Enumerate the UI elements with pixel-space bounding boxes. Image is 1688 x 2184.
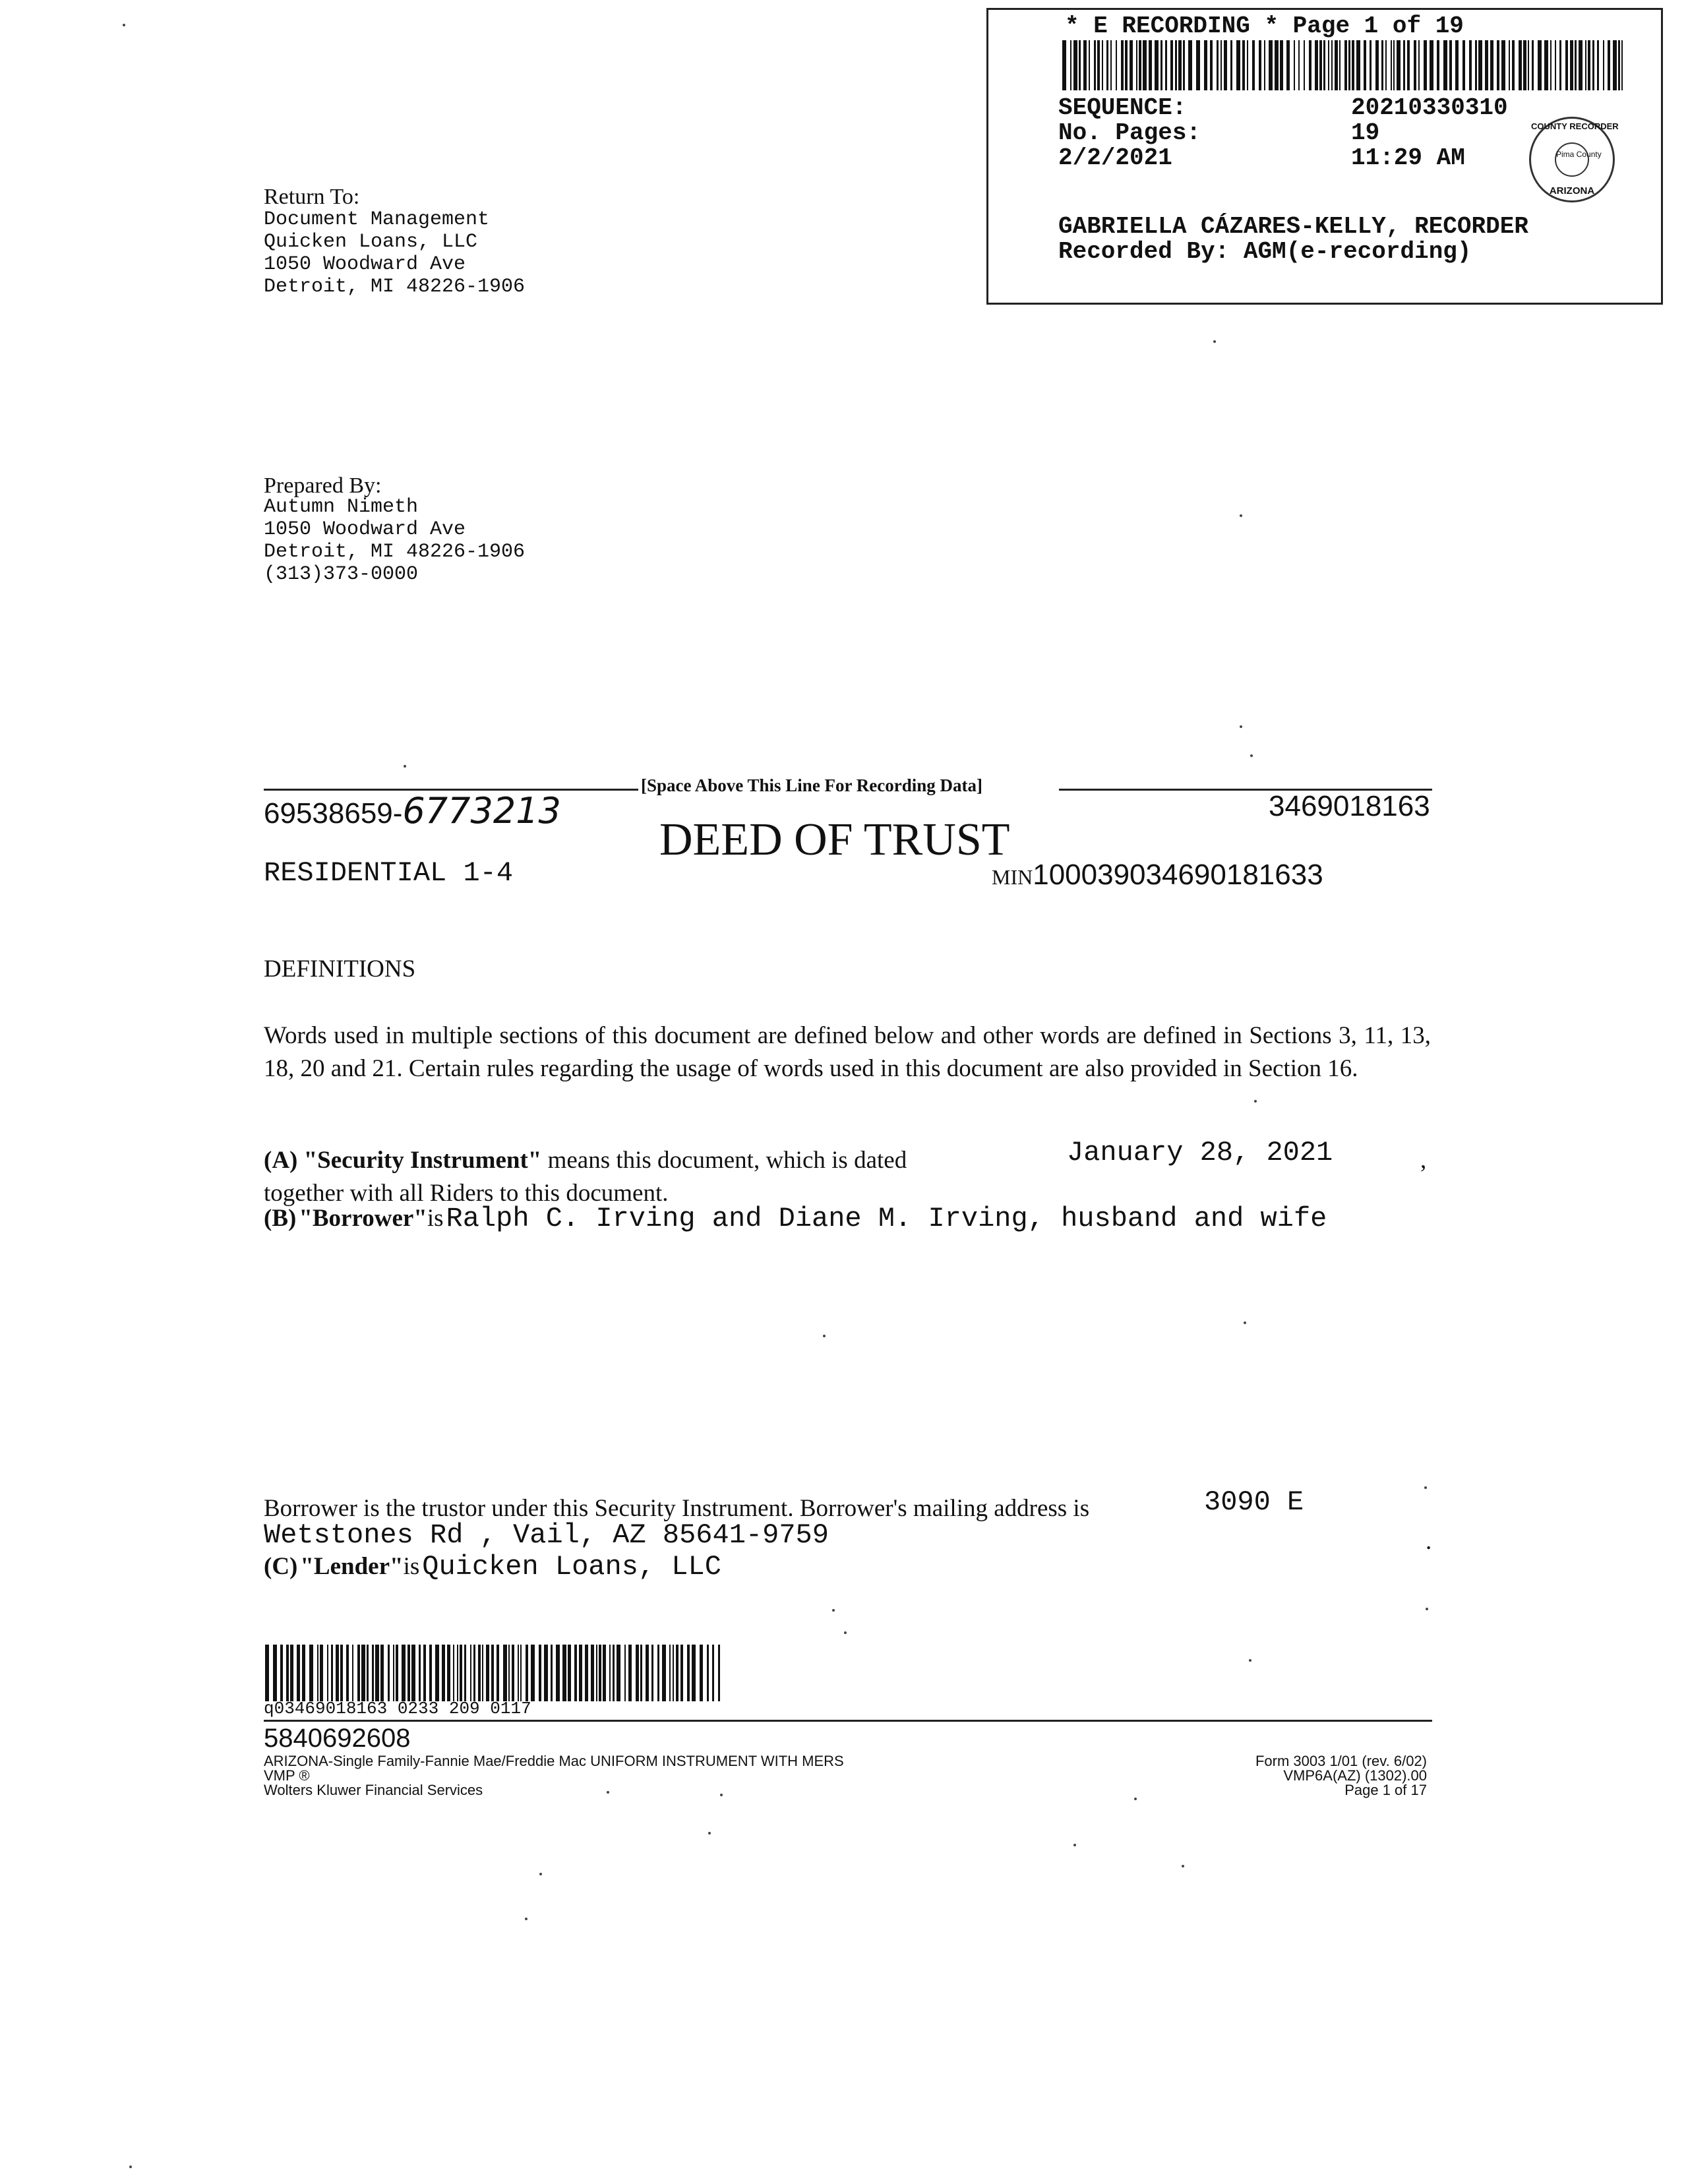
barcode-bar bbox=[562, 1645, 566, 1701]
barcode-bar bbox=[478, 1645, 481, 1701]
barcode-bar bbox=[599, 1645, 601, 1701]
prepared-by-line: 1050 Woodward Ave bbox=[264, 518, 466, 541]
return-to-heading: Return To: bbox=[264, 185, 360, 209]
barcode-bar bbox=[707, 1645, 709, 1701]
space-above-label: [Space Above This Line For Recording Data] bbox=[641, 775, 983, 795]
footer-rule bbox=[264, 1720, 1432, 1722]
recording-barcode bbox=[1062, 40, 1623, 90]
barcode-bar bbox=[407, 1645, 410, 1701]
barcode-bar bbox=[302, 1645, 305, 1701]
lender-name: Quicken Loans, LLC bbox=[422, 1551, 721, 1583]
barcode-bar bbox=[1575, 40, 1577, 90]
barcode-bar bbox=[1555, 40, 1556, 90]
form-number: Form 3003 1/01 (rev. 6/02) bbox=[1255, 1753, 1427, 1769]
barcode-bar bbox=[1097, 40, 1100, 90]
stamp-date: 2/2/2021 bbox=[1058, 144, 1172, 171]
seal-top-text: COUNTY RECORDER bbox=[1531, 121, 1619, 131]
stamp-recorded-by: Recorded By: AGM(e-recording) bbox=[1058, 238, 1472, 265]
barcode-bar bbox=[331, 1645, 333, 1701]
barcode-bar bbox=[687, 1645, 690, 1701]
barcode-bar bbox=[651, 1645, 653, 1701]
barcode-bar bbox=[486, 1645, 489, 1701]
barcode-bar bbox=[1304, 40, 1305, 90]
barcode-bar bbox=[579, 1645, 582, 1701]
barcode-bar bbox=[1597, 40, 1599, 90]
return-to-line: 1050 Woodward Ave bbox=[264, 253, 466, 276]
barcode-bar bbox=[544, 1645, 548, 1701]
barcode-bar bbox=[609, 1645, 611, 1701]
prepared-by-line: Autumn Nimeth bbox=[264, 496, 419, 518]
barcode-bar bbox=[508, 1645, 510, 1701]
barcode-bar bbox=[1497, 40, 1499, 90]
barcode-bar bbox=[1217, 40, 1219, 90]
barcode-bar bbox=[1585, 40, 1586, 90]
barcode-bar bbox=[470, 1645, 471, 1701]
barcode-bar bbox=[1381, 40, 1383, 90]
barcode-bar bbox=[336, 1645, 339, 1701]
barcode-bar bbox=[596, 1645, 597, 1701]
barcode-bar bbox=[442, 1645, 445, 1701]
vmp-mark: VMP ® bbox=[264, 1767, 310, 1784]
scan-speck bbox=[1424, 1486, 1427, 1489]
barcode-bar bbox=[512, 1645, 514, 1701]
barcode-bar bbox=[1403, 40, 1405, 90]
barcode-bar bbox=[464, 1645, 466, 1701]
barcode-bar bbox=[518, 1645, 519, 1701]
barcode-bar bbox=[435, 1645, 439, 1701]
scan-speck bbox=[129, 2166, 132, 2168]
stamp-recorder: GABRIELLA CÁZARES-KELLY, RECORDER bbox=[1058, 213, 1528, 240]
barcode-bar bbox=[520, 1645, 522, 1701]
scan-speck bbox=[123, 24, 125, 26]
barcode-bar bbox=[346, 1645, 349, 1701]
scan-speck bbox=[832, 1609, 835, 1612]
definition-c-label: (C) bbox=[264, 1553, 298, 1580]
scan-speck bbox=[607, 1791, 609, 1794]
barcode-bar bbox=[352, 1645, 353, 1701]
barcode-bar bbox=[453, 1645, 454, 1701]
barcode-bar bbox=[429, 1645, 432, 1701]
barcode-bar bbox=[1393, 40, 1395, 90]
scan-speck bbox=[1182, 1865, 1184, 1867]
barcode-bar bbox=[1155, 40, 1159, 90]
barcode-bar bbox=[1364, 40, 1366, 90]
stamp-sequence-label: SEQUENCE: bbox=[1058, 94, 1187, 121]
address-trailing-period: . bbox=[1426, 1528, 1432, 1555]
barcode-bar bbox=[1079, 40, 1081, 90]
barcode-bar bbox=[1125, 40, 1128, 90]
barcode-bar bbox=[419, 1645, 421, 1701]
barcode-bar bbox=[1478, 40, 1482, 90]
barcode-bar bbox=[1294, 40, 1295, 90]
barcode-bar bbox=[568, 1645, 571, 1701]
barcode-bar bbox=[361, 1645, 365, 1701]
prepared-by-heading: Prepared By: bbox=[264, 473, 382, 498]
barcode-bar bbox=[1613, 40, 1617, 90]
barcode-bar bbox=[1178, 40, 1182, 90]
barcode-bar bbox=[1462, 40, 1465, 90]
barcode-bar bbox=[1175, 40, 1177, 90]
barcode-bar bbox=[1188, 40, 1192, 90]
barcode-bar bbox=[423, 1645, 426, 1701]
barcode-bar bbox=[411, 1645, 415, 1701]
barcode-bar bbox=[1139, 40, 1141, 90]
barcode-bar bbox=[1259, 40, 1261, 90]
barcode-bar bbox=[280, 1645, 283, 1701]
definition-a-term: "Security Instrument" bbox=[303, 1147, 542, 1174]
barcode-bar bbox=[1331, 40, 1333, 90]
barcode-bar bbox=[1449, 40, 1452, 90]
definition-a-continued: together with all Riders to this document. bbox=[264, 1180, 669, 1207]
barcode-bar bbox=[1264, 40, 1265, 90]
barcode-bar bbox=[1116, 40, 1117, 90]
barcode-bar bbox=[1523, 40, 1526, 90]
barcode-bar bbox=[460, 1645, 462, 1701]
handwritten-loan-number: 6773213 bbox=[402, 790, 561, 832]
scan-speck bbox=[1249, 1659, 1251, 1662]
scan-speck bbox=[1244, 1321, 1246, 1324]
return-to-line: Detroit, MI 48226-1906 bbox=[264, 276, 526, 298]
seal-center-text: Pima County bbox=[1555, 142, 1589, 177]
barcode-bar bbox=[1430, 40, 1433, 90]
barcode-bar bbox=[1344, 40, 1347, 90]
barcode-bar bbox=[1469, 40, 1472, 90]
stamp-time: 11:29 AM bbox=[1351, 144, 1465, 171]
barcode-bar bbox=[526, 1645, 528, 1701]
barcode-bar bbox=[1608, 40, 1610, 90]
scan-speck bbox=[1250, 754, 1253, 757]
barcode-bar bbox=[1136, 40, 1137, 90]
barcode-bar bbox=[1323, 40, 1325, 90]
barcode-bar bbox=[1242, 40, 1245, 90]
barcode-bar bbox=[1328, 40, 1329, 90]
definition-b bbox=[264, 1203, 1327, 1234]
barcode-bar bbox=[1252, 40, 1255, 90]
barcode-bar bbox=[1165, 40, 1167, 90]
barcode-bar bbox=[1414, 40, 1416, 90]
barcode-bar bbox=[372, 1645, 374, 1701]
barcode-bar bbox=[1221, 40, 1222, 90]
barcode-bar bbox=[1170, 40, 1173, 90]
barcode-bar bbox=[617, 1645, 620, 1701]
barcode-bar bbox=[286, 1645, 289, 1701]
barcode-bar bbox=[1230, 40, 1232, 90]
barcode-bar bbox=[402, 1645, 406, 1701]
barcode-bar bbox=[1370, 40, 1372, 90]
county-recorder-seal bbox=[1529, 117, 1619, 202]
barcode-bar bbox=[396, 1645, 398, 1701]
barcode-bar bbox=[700, 1645, 703, 1701]
barcode-bar bbox=[1073, 40, 1077, 90]
barcode-bar bbox=[265, 1645, 269, 1701]
barcode-bar bbox=[1443, 40, 1447, 90]
barcode-bar bbox=[1348, 40, 1350, 90]
barcode-bar bbox=[1309, 40, 1311, 90]
seal-bottom-text: ARIZONA bbox=[1549, 185, 1595, 197]
barcode-bar bbox=[482, 1645, 483, 1701]
barcode-bar bbox=[327, 1645, 328, 1701]
document-barcode bbox=[265, 1645, 720, 1701]
barcode-bar bbox=[1110, 40, 1112, 90]
definition-a-text: means this document, which is dated bbox=[547, 1147, 907, 1174]
barcode-bar bbox=[1335, 40, 1338, 90]
stamp-sequence-value: 20210330310 bbox=[1351, 94, 1508, 121]
barcode-bar bbox=[574, 1645, 577, 1701]
form-description: ARIZONA-Single Family-Fannie Mae/Freddie Mac UNIFORM INSTRUMENT WITH MERS bbox=[264, 1753, 844, 1769]
barcode-bar bbox=[1588, 40, 1590, 90]
definition-b-is: is bbox=[427, 1205, 444, 1232]
loan-number-right: 3469018163 bbox=[1269, 790, 1430, 822]
security-instrument-date: January 28, 2021 bbox=[1067, 1137, 1333, 1168]
min-value: 100039034690181633 bbox=[1033, 859, 1323, 891]
barcode-bar bbox=[1160, 40, 1162, 90]
barcode-bar bbox=[1391, 40, 1392, 90]
barcode-bar bbox=[1204, 40, 1207, 90]
barcode-bar bbox=[1424, 40, 1427, 90]
prepared-by-line: (313)373-0000 bbox=[264, 563, 419, 586]
barcode-bar bbox=[531, 1645, 535, 1701]
loan-number-typed: 69538659- bbox=[264, 797, 403, 830]
barcode-bar bbox=[1352, 40, 1354, 90]
barcode-bar bbox=[1565, 40, 1568, 90]
barcode-bar bbox=[613, 1645, 615, 1701]
barcode-bar bbox=[1485, 40, 1488, 90]
barcode-bar bbox=[317, 1645, 318, 1701]
barcode-bar bbox=[1149, 40, 1152, 90]
barcode-bar bbox=[712, 1645, 714, 1701]
page-number: Page 1 of 17 bbox=[1344, 1782, 1427, 1798]
barcode-bar bbox=[585, 1645, 588, 1701]
barcode-bar bbox=[1319, 40, 1322, 90]
scan-speck bbox=[1426, 1608, 1428, 1610]
barcode-bar bbox=[1621, 40, 1623, 90]
barcode-bar bbox=[1385, 40, 1387, 90]
loan-reference bbox=[264, 790, 561, 832]
barcode-bar bbox=[1490, 40, 1493, 90]
barcode-bar bbox=[380, 1645, 384, 1701]
barcode-bar bbox=[1603, 40, 1604, 90]
date-trailing-comma: , bbox=[1420, 1147, 1427, 1174]
scan-speck bbox=[1240, 514, 1242, 517]
definition-a bbox=[264, 1146, 907, 1174]
min-number bbox=[992, 859, 1323, 892]
definition-b-label: (B) bbox=[264, 1205, 297, 1232]
scan-speck bbox=[1134, 1798, 1137, 1800]
barcode-bar bbox=[273, 1645, 277, 1701]
barcode-bar bbox=[491, 1645, 494, 1701]
barcode-bar bbox=[640, 1645, 642, 1701]
scan-speck bbox=[525, 1918, 528, 1920]
prepared-by-block bbox=[264, 473, 526, 586]
barcode-bar bbox=[1315, 40, 1318, 90]
barcode-bar bbox=[1475, 40, 1477, 90]
barcode-bar bbox=[1418, 40, 1420, 90]
barcode-bar bbox=[1247, 40, 1248, 90]
return-to-block bbox=[264, 186, 525, 298]
scan-speck bbox=[1240, 725, 1242, 728]
barcode-bar bbox=[393, 1645, 394, 1701]
barcode-bar bbox=[1538, 40, 1542, 90]
document-title: DEED OF TRUST bbox=[659, 814, 1010, 865]
barcode-bar bbox=[457, 1645, 458, 1701]
barcode-bar bbox=[375, 1645, 379, 1701]
barcode-bar bbox=[290, 1645, 293, 1701]
barcode-bar bbox=[1286, 40, 1290, 90]
barcode-bar bbox=[497, 1645, 499, 1701]
borrower-names: Ralph C. Irving and Diane M. Irving, husband and wife bbox=[446, 1203, 1327, 1234]
barcode-bar bbox=[1509, 40, 1510, 90]
barcode-bar bbox=[1210, 40, 1213, 90]
barcode-bar bbox=[1592, 40, 1594, 90]
definition-a-label: (A) bbox=[264, 1147, 298, 1174]
recording-stamp bbox=[986, 8, 1663, 305]
scan-speck bbox=[844, 1631, 847, 1634]
barcode-bar bbox=[657, 1645, 659, 1701]
barcode-bar bbox=[624, 1645, 626, 1701]
scan-speck bbox=[1213, 340, 1216, 343]
scan-speck bbox=[708, 1832, 711, 1835]
prepared-by-line: Detroit, MI 48226-1906 bbox=[264, 541, 526, 563]
barcode-bar bbox=[320, 1645, 323, 1701]
barcode-bar bbox=[673, 1645, 674, 1701]
barcode-bar bbox=[297, 1645, 300, 1701]
definition-b-term: "Borrower" bbox=[299, 1205, 427, 1232]
barcode-bar bbox=[357, 1645, 360, 1701]
barcode-bar bbox=[1143, 40, 1147, 90]
barcode-bar bbox=[1121, 40, 1124, 90]
barcode-bar bbox=[1106, 40, 1108, 90]
barcode-bar bbox=[1130, 40, 1133, 90]
barcode-bar bbox=[309, 1645, 313, 1701]
barcode-bar bbox=[1407, 40, 1410, 90]
mailing-address-line2: Wetstones Rd , Vail, AZ 85641-9759 bbox=[264, 1519, 829, 1551]
barcode-bar bbox=[473, 1645, 475, 1701]
barcode-bar bbox=[692, 1645, 696, 1701]
barcode-bar bbox=[1528, 40, 1529, 90]
barcode-bar bbox=[1298, 40, 1300, 90]
barcode-bar bbox=[591, 1645, 594, 1701]
barcode-bar bbox=[1275, 40, 1279, 90]
barcode-bar bbox=[1437, 40, 1439, 90]
barcode-bar bbox=[556, 1645, 560, 1701]
barcode-bar bbox=[1196, 40, 1200, 90]
barcode-bar bbox=[1397, 40, 1401, 90]
barcode-bar bbox=[1544, 40, 1548, 90]
barcode-bar bbox=[1532, 40, 1534, 90]
stamp-header: * E RECORDING * Page 1 of 19 bbox=[1065, 13, 1464, 40]
barcode-bar bbox=[388, 1645, 390, 1701]
barcode-bar bbox=[1062, 40, 1066, 90]
publisher: Wolters Kluwer Financial Services bbox=[264, 1782, 483, 1798]
scan-speck bbox=[539, 1873, 542, 1875]
stamp-pages-label: No. Pages: bbox=[1058, 119, 1201, 146]
barcode-bar bbox=[551, 1645, 553, 1701]
barcode-bar bbox=[1501, 40, 1505, 90]
barcode-bar bbox=[1519, 40, 1522, 90]
min-label: MIN bbox=[992, 865, 1033, 889]
barcode-text: q03469018163 0233 209 0117 bbox=[264, 1699, 531, 1718]
barcode-bar bbox=[1269, 40, 1273, 90]
return-to-line: Document Management bbox=[264, 208, 490, 231]
definition-c bbox=[264, 1551, 721, 1583]
scan-speck bbox=[404, 765, 406, 768]
residential-type: RESIDENTIAL 1-4 bbox=[264, 857, 514, 889]
barcode-bar bbox=[1224, 40, 1227, 90]
barcode-bar bbox=[1094, 40, 1096, 90]
mailing-address-line1: 3090 E bbox=[1204, 1486, 1304, 1518]
barcode-bar bbox=[680, 1645, 683, 1701]
definition-c-is: is bbox=[403, 1553, 420, 1580]
barcode-bar bbox=[1070, 40, 1071, 90]
barcode-bar bbox=[1083, 40, 1087, 90]
loan-number-footer: 5840692608 bbox=[264, 1724, 411, 1753]
definitions-heading: DEFINITIONS bbox=[264, 956, 416, 983]
barcode-bar bbox=[1375, 40, 1379, 90]
barcode-bar bbox=[1512, 40, 1515, 90]
barcode-bar bbox=[1570, 40, 1573, 90]
barcode-bar bbox=[1102, 40, 1103, 90]
barcode-bar bbox=[636, 1645, 639, 1701]
barcode-bar bbox=[1089, 40, 1090, 90]
barcode-bar bbox=[646, 1645, 649, 1701]
barcode-bar bbox=[1559, 40, 1561, 90]
barcode-bar bbox=[1579, 40, 1582, 90]
barcode-bar bbox=[1280, 40, 1283, 90]
barcode-bar bbox=[539, 1645, 541, 1701]
barcode-bar bbox=[676, 1645, 678, 1701]
trustor-statement: Borrower is the trustor under this Security Instrument. Borrower's mailing address is bbox=[264, 1495, 1090, 1522]
barcode-bar bbox=[603, 1645, 606, 1701]
barcode-bar bbox=[718, 1645, 720, 1701]
scan-speck bbox=[823, 1335, 826, 1337]
definitions-intro: Words used in multiple sections of this document are defined below and other words are defined in Sections 3, 11, 13, 18, 20 and 21. Certain rules regarding the usage of words used in this document are also provided in Section 16. bbox=[264, 1022, 1431, 1082]
barcode-bar bbox=[340, 1645, 343, 1701]
stamp-pages-value: 19 bbox=[1351, 119, 1380, 146]
barcode-bar bbox=[1236, 40, 1240, 90]
barcode-bar bbox=[1339, 40, 1341, 90]
barcode-bar bbox=[447, 1645, 450, 1701]
barcode-bar bbox=[1618, 40, 1620, 90]
barcode-bar bbox=[1356, 40, 1360, 90]
scan-speck bbox=[1254, 1100, 1257, 1103]
barcode-bar bbox=[628, 1645, 632, 1701]
barcode-bar bbox=[1183, 40, 1185, 90]
definition-c-term: "Lender" bbox=[300, 1553, 404, 1580]
barcode-bar bbox=[662, 1645, 666, 1701]
barcode-bar bbox=[1455, 40, 1459, 90]
vmp-code: VMP6A(AZ) (1302).00 bbox=[1283, 1767, 1427, 1784]
barcode-bar bbox=[669, 1645, 671, 1701]
barcode-bar bbox=[367, 1645, 369, 1701]
barcode-bar bbox=[503, 1645, 507, 1701]
return-to-line: Quicken Loans, LLC bbox=[264, 231, 478, 253]
scan-speck bbox=[1073, 1844, 1076, 1846]
barcode-bar bbox=[1550, 40, 1552, 90]
scan-speck bbox=[720, 1794, 723, 1796]
